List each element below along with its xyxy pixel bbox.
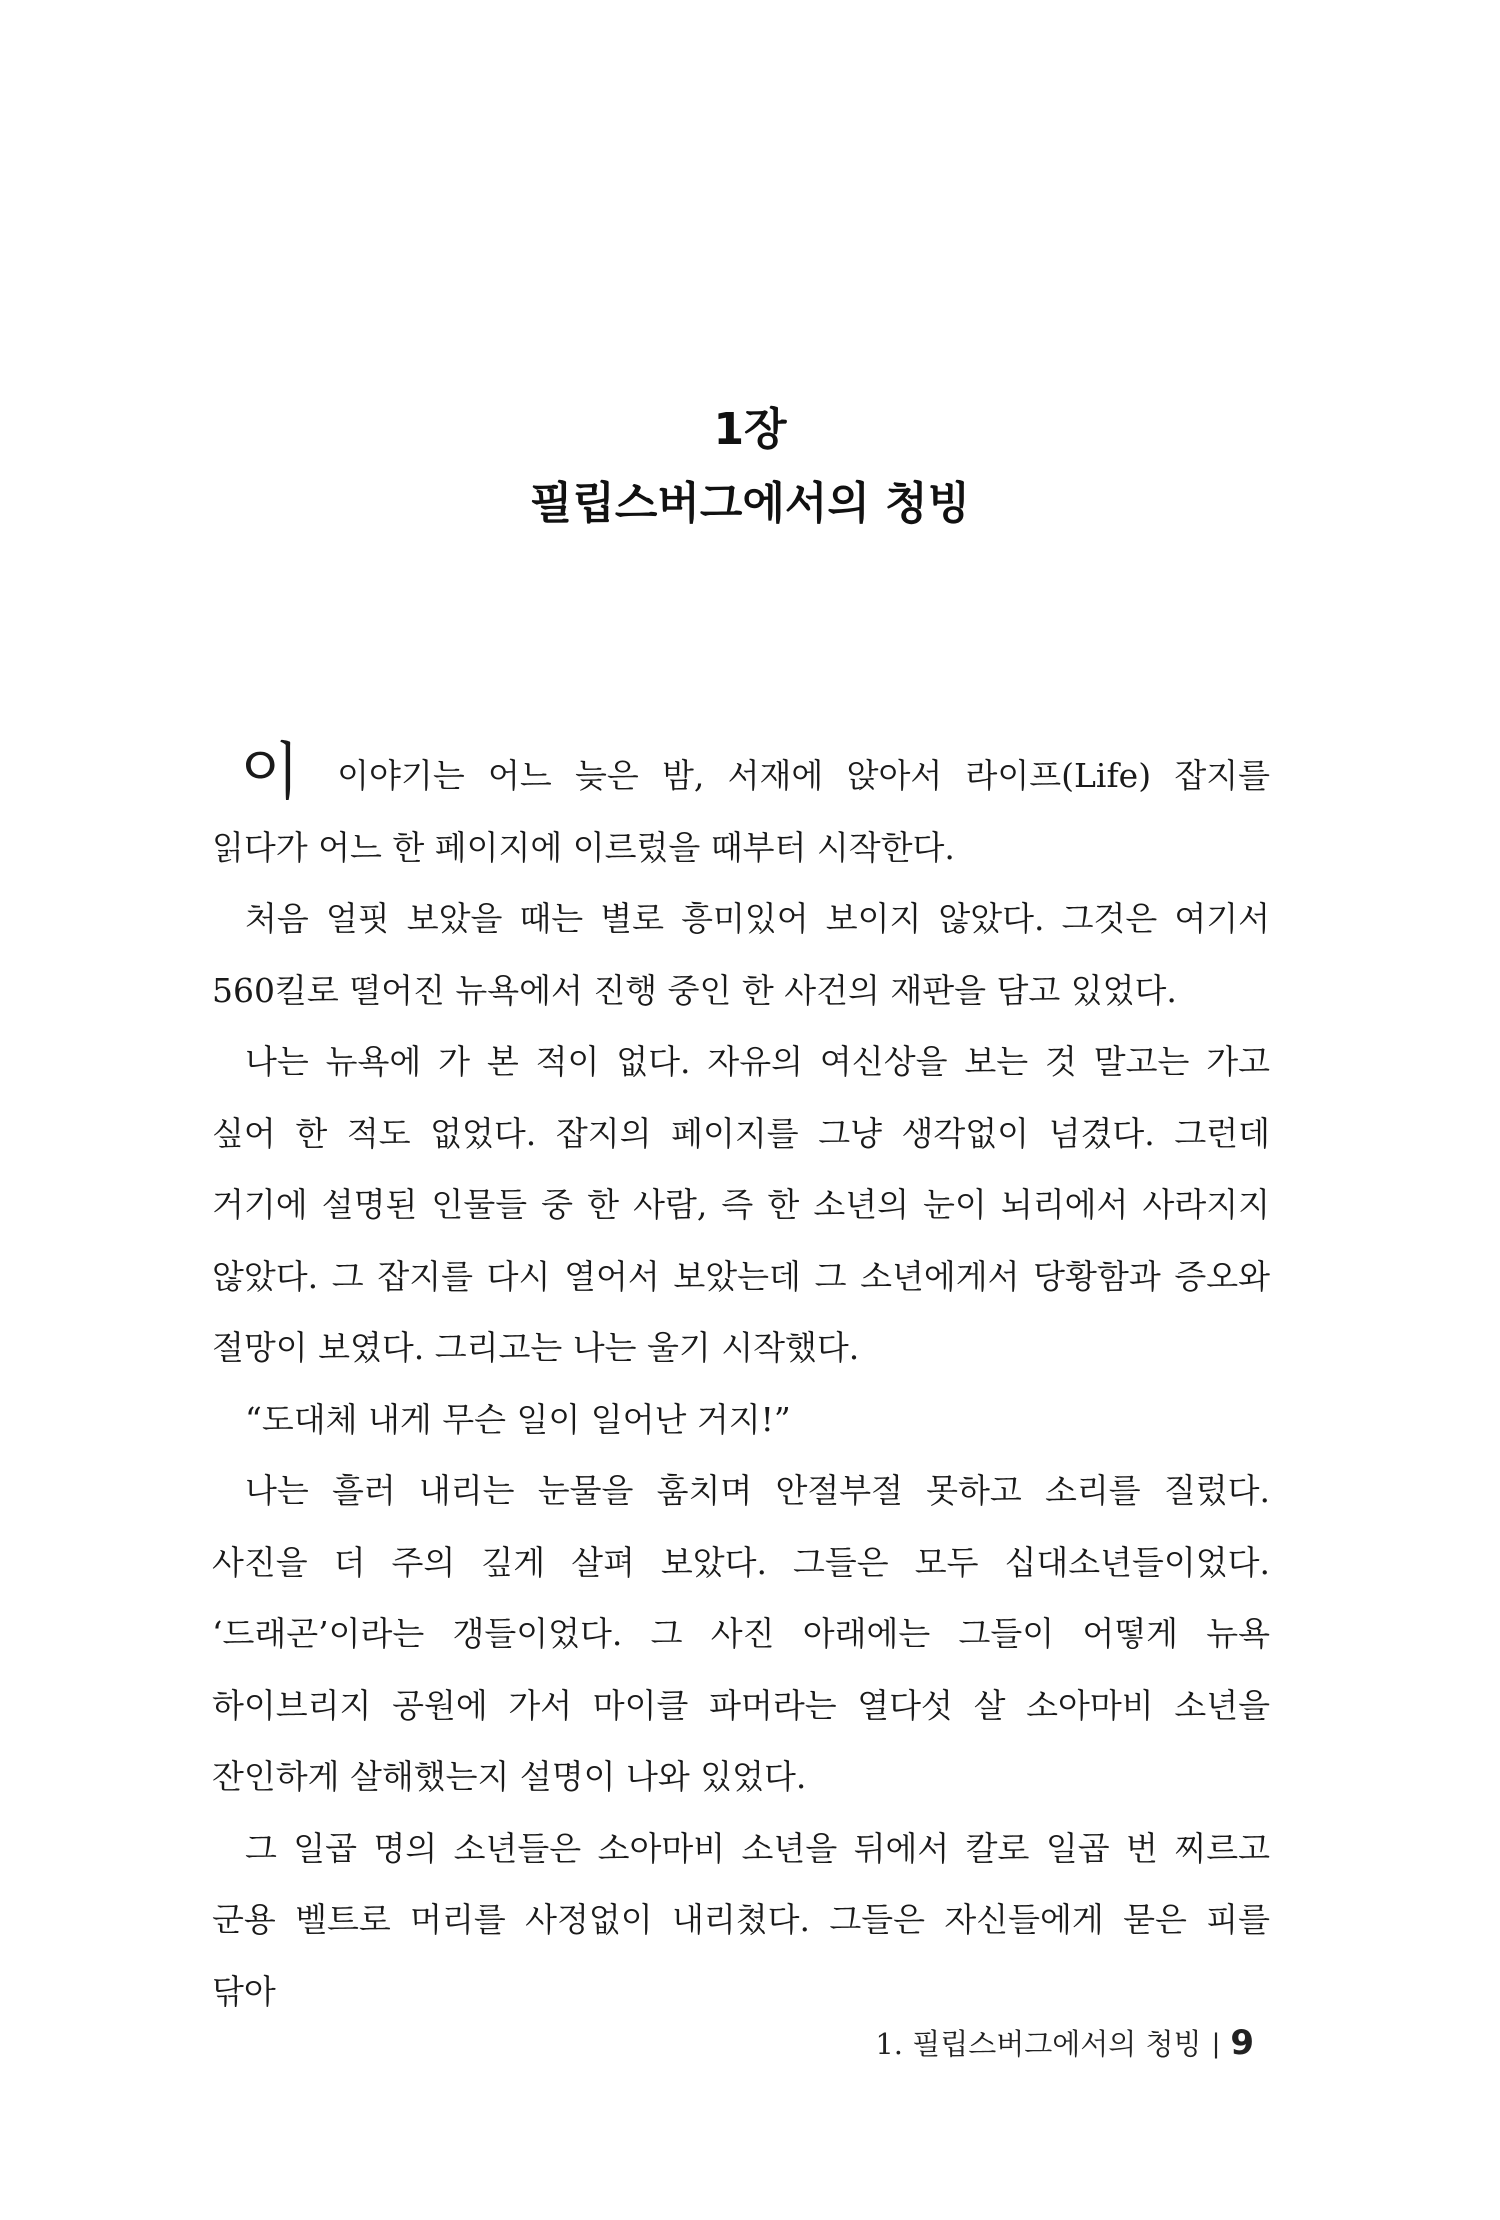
footer-separator: | (1211, 2029, 1221, 2059)
running-title: 1. 필립스버그에서의 청빙 (875, 2027, 1202, 2061)
body-text (212, 735, 1270, 2027)
paragraph (212, 735, 1270, 883)
paragraph: “도대체 내게 무슨 일이 일어난 거지!” (245, 1399, 791, 1439)
chapter-title: 필립스버그에서의 청빙 (529, 478, 971, 529)
page-number: 9 (1230, 2023, 1254, 2063)
chapter-heading (0, 395, 1500, 539)
paragraph: 처음 얼핏 보았을 때는 별로 흥미있어 보이지 않았다. 그것은 여기서 560킬로 떨어진 뉴욕에서 진행 중인 한 사건의 재판을 담고 있었다. (212, 899, 1270, 1010)
paragraph-text: 이야기는 어느 늦은 밤, 서재에 앉아서 라이프(Life) 잡지를 읽다가 어느 한 페이지에 이르렀을 때부터 시작한다. (212, 756, 1270, 867)
drop-cap: 이 (240, 735, 300, 808)
paragraph: 나는 흘러 내리는 눈물을 훔치며 안절부절 못하고 소리를 질렀다. 사진을 더 주의 깊게 살펴 보았다. 그들은 모두 십대소년들이었다. ‘드래곤’이라는 갱들이었다. 그 사진 아래에는 그들이 어떻게 뉴욕 하이브리지 공원에 가서 마이클 파머라는 열다섯 살 소아마비 소년을 잔인하게 살해했는지 설명이 나와 있었다. (212, 1471, 1270, 1796)
paragraph: 그 일곱 명의 소년들은 소아마비 소년을 뒤에서 칼로 일곱 번 찌르고 군용 벨트로 머리를 사정없이 내리쳤다. 그들은 자신들에게 묻은 피를 닦아 (212, 1828, 1270, 2011)
paragraph: 나는 뉴욕에 가 본 적이 없다. 자유의 여신상을 보는 것 말고는 가고 싶어 한 적도 없었다. 잡지의 페이지를 그냥 생각없이 넘겼다. 그런데 거기에 설명된 인물들 중 한 사람, 즉 한 소년의 눈이 뇌리에서 사라지지 않았다. 그 잡지를 다시 열어서 보았는데 그 소년에게서 당황함과 증오와 절망이 보였다. 그리고는 나는 울기 시작했다. (212, 1042, 1270, 1367)
page-footer (875, 2023, 1254, 2064)
chapter-number: 1장 (713, 404, 787, 455)
